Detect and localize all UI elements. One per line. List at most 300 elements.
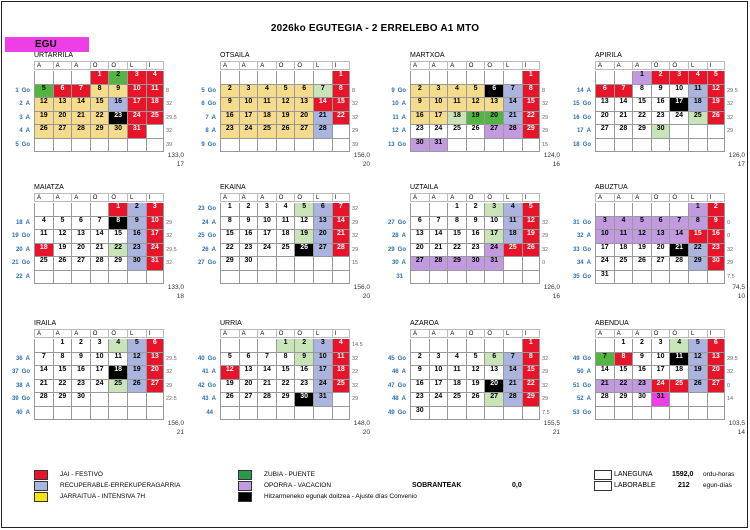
day-cell[interactable] <box>146 139 165 153</box>
day-cell[interactable] <box>146 112 165 126</box>
day-cell[interactable] <box>632 257 651 271</box>
day-cell[interactable] <box>707 339 726 353</box>
day-cell[interactable] <box>429 125 448 139</box>
day-cell[interactable] <box>429 353 448 367</box>
day-cell[interactable] <box>614 380 633 394</box>
day-cell[interactable] <box>632 203 651 217</box>
day-cell[interactable] <box>257 407 276 421</box>
day-cell[interactable] <box>614 112 633 126</box>
day-cell[interactable] <box>90 98 109 112</box>
day-cell[interactable] <box>484 85 503 99</box>
day-cell[interactable] <box>53 380 72 394</box>
day-cell[interactable] <box>90 393 109 407</box>
day-cell[interactable] <box>614 353 633 367</box>
day-cell[interactable] <box>71 98 90 112</box>
day-cell[interactable] <box>632 98 651 112</box>
day-cell[interactable] <box>466 407 485 421</box>
day-cell[interactable] <box>90 244 109 258</box>
day-cell[interactable] <box>146 393 165 407</box>
day-cell[interactable] <box>522 339 541 353</box>
day-cell[interactable] <box>522 139 541 153</box>
day-cell[interactable] <box>522 230 541 244</box>
day-cell[interactable] <box>127 125 146 139</box>
day-cell[interactable] <box>146 125 165 139</box>
day-cell[interactable] <box>257 217 276 231</box>
day-cell[interactable] <box>447 380 466 394</box>
day-cell[interactable] <box>503 112 522 126</box>
day-cell[interactable] <box>447 244 466 258</box>
day-cell[interactable] <box>410 244 429 258</box>
day-cell[interactable] <box>313 139 332 153</box>
day-cell[interactable] <box>220 339 239 353</box>
day-cell[interactable] <box>503 407 522 421</box>
day-cell[interactable] <box>651 203 670 217</box>
day-cell[interactable] <box>90 271 109 285</box>
day-cell[interactable] <box>410 85 429 99</box>
day-cell[interactable] <box>632 380 651 394</box>
day-cell[interactable] <box>484 71 503 85</box>
day-cell[interactable] <box>651 230 670 244</box>
day-cell[interactable] <box>146 366 165 380</box>
day-cell[interactable] <box>632 230 651 244</box>
day-cell[interactable] <box>522 71 541 85</box>
day-cell[interactable] <box>632 112 651 126</box>
day-cell[interactable] <box>34 112 53 126</box>
day-cell[interactable] <box>239 380 258 394</box>
day-cell[interactable] <box>410 257 429 271</box>
day-cell[interactable] <box>146 353 165 367</box>
day-cell[interactable] <box>108 271 127 285</box>
day-cell[interactable] <box>669 125 688 139</box>
day-cell[interactable] <box>294 257 313 271</box>
day-cell[interactable] <box>146 380 165 394</box>
day-cell[interactable] <box>313 230 332 244</box>
day-cell[interactable] <box>108 407 127 421</box>
day-cell[interactable] <box>595 339 614 353</box>
day-cell[interactable] <box>410 217 429 231</box>
day-cell[interactable] <box>522 353 541 367</box>
day-cell[interactable] <box>276 339 295 353</box>
day-cell[interactable] <box>484 257 503 271</box>
day-cell[interactable] <box>707 217 726 231</box>
day-cell[interactable] <box>522 271 541 285</box>
day-cell[interactable] <box>34 203 53 217</box>
day-cell[interactable] <box>71 71 90 85</box>
day-cell[interactable] <box>71 217 90 231</box>
day-cell[interactable] <box>127 271 146 285</box>
day-cell[interactable] <box>53 125 72 139</box>
day-cell[interactable] <box>503 125 522 139</box>
day-cell[interactable] <box>294 85 313 99</box>
day-cell[interactable] <box>707 407 726 421</box>
day-cell[interactable] <box>257 203 276 217</box>
day-cell[interactable] <box>410 230 429 244</box>
day-cell[interactable] <box>484 339 503 353</box>
day-cell[interactable] <box>669 366 688 380</box>
day-cell[interactable] <box>522 366 541 380</box>
day-cell[interactable] <box>595 112 614 126</box>
day-cell[interactable] <box>71 230 90 244</box>
day-cell[interactable] <box>484 98 503 112</box>
day-cell[interactable] <box>257 230 276 244</box>
day-cell[interactable] <box>447 85 466 99</box>
day-cell[interactable] <box>707 139 726 153</box>
day-cell[interactable] <box>127 85 146 99</box>
day-cell[interactable] <box>34 244 53 258</box>
day-cell[interactable] <box>688 217 707 231</box>
day-cell[interactable] <box>313 125 332 139</box>
day-cell[interactable] <box>522 244 541 258</box>
day-cell[interactable] <box>669 257 688 271</box>
day-cell[interactable] <box>632 271 651 285</box>
day-cell[interactable] <box>313 380 332 394</box>
day-cell[interactable] <box>688 257 707 271</box>
day-cell[interactable] <box>34 271 53 285</box>
day-cell[interactable] <box>688 407 707 421</box>
day-cell[interactable] <box>503 98 522 112</box>
day-cell[interactable] <box>294 203 313 217</box>
day-cell[interactable] <box>595 271 614 285</box>
day-cell[interactable] <box>332 85 351 99</box>
day-cell[interactable] <box>614 407 633 421</box>
day-cell[interactable] <box>429 203 448 217</box>
day-cell[interactable] <box>53 257 72 271</box>
day-cell[interactable] <box>503 244 522 258</box>
day-cell[interactable] <box>34 98 53 112</box>
day-cell[interactable] <box>332 203 351 217</box>
day-cell[interactable] <box>651 125 670 139</box>
day-cell[interactable] <box>595 380 614 394</box>
day-cell[interactable] <box>239 271 258 285</box>
day-cell[interactable] <box>447 139 466 153</box>
day-cell[interactable] <box>53 244 72 258</box>
day-cell[interactable] <box>220 139 239 153</box>
day-cell[interactable] <box>614 217 633 231</box>
day-cell[interactable] <box>614 203 633 217</box>
day-cell[interactable] <box>632 71 651 85</box>
day-cell[interactable] <box>707 393 726 407</box>
day-cell[interactable] <box>651 380 670 394</box>
day-cell[interactable] <box>632 353 651 367</box>
day-cell[interactable] <box>294 271 313 285</box>
day-cell[interactable] <box>669 71 688 85</box>
day-cell[interactable] <box>313 271 332 285</box>
day-cell[interactable] <box>257 271 276 285</box>
day-cell[interactable] <box>313 339 332 353</box>
day-cell[interactable] <box>688 85 707 99</box>
day-cell[interactable] <box>53 139 72 153</box>
day-cell[interactable] <box>466 125 485 139</box>
day-cell[interactable] <box>220 366 239 380</box>
day-cell[interactable] <box>522 380 541 394</box>
day-cell[interactable] <box>127 244 146 258</box>
day-cell[interactable] <box>484 271 503 285</box>
day-cell[interactable] <box>484 393 503 407</box>
day-cell[interactable] <box>276 257 295 271</box>
day-cell[interactable] <box>651 112 670 126</box>
day-cell[interactable] <box>34 71 53 85</box>
day-cell[interactable] <box>632 366 651 380</box>
day-cell[interactable] <box>239 139 258 153</box>
day-cell[interactable] <box>220 71 239 85</box>
day-cell[interactable] <box>707 125 726 139</box>
day-cell[interactable] <box>632 407 651 421</box>
day-cell[interactable] <box>522 217 541 231</box>
day-cell[interactable] <box>447 217 466 231</box>
day-cell[interactable] <box>276 217 295 231</box>
day-cell[interactable] <box>90 85 109 99</box>
day-cell[interactable] <box>90 203 109 217</box>
day-cell[interactable] <box>239 339 258 353</box>
day-cell[interactable] <box>707 85 726 99</box>
day-cell[interactable] <box>503 257 522 271</box>
day-cell[interactable] <box>294 71 313 85</box>
day-cell[interactable] <box>707 380 726 394</box>
day-cell[interactable] <box>614 230 633 244</box>
day-cell[interactable] <box>294 339 313 353</box>
day-cell[interactable] <box>614 125 633 139</box>
day-cell[interactable] <box>503 366 522 380</box>
day-cell[interactable] <box>466 230 485 244</box>
day-cell[interactable] <box>522 203 541 217</box>
day-cell[interactable] <box>447 125 466 139</box>
day-cell[interactable] <box>220 407 239 421</box>
day-cell[interactable] <box>688 393 707 407</box>
day-cell[interactable] <box>127 393 146 407</box>
day-cell[interactable] <box>220 85 239 99</box>
day-cell[interactable] <box>239 112 258 126</box>
day-cell[interactable] <box>688 139 707 153</box>
day-cell[interactable] <box>522 98 541 112</box>
day-cell[interactable] <box>34 85 53 99</box>
day-cell[interactable] <box>595 257 614 271</box>
day-cell[interactable] <box>410 380 429 394</box>
day-cell[interactable] <box>632 139 651 153</box>
day-cell[interactable] <box>522 393 541 407</box>
day-cell[interactable] <box>332 339 351 353</box>
day-cell[interactable] <box>410 339 429 353</box>
day-cell[interactable] <box>688 366 707 380</box>
day-cell[interactable] <box>313 366 332 380</box>
day-cell[interactable] <box>503 230 522 244</box>
day-cell[interactable] <box>688 339 707 353</box>
day-cell[interactable] <box>127 139 146 153</box>
day-cell[interactable] <box>707 112 726 126</box>
day-cell[interactable] <box>90 380 109 394</box>
day-cell[interactable] <box>34 380 53 394</box>
day-cell[interactable] <box>220 271 239 285</box>
day-cell[interactable] <box>239 407 258 421</box>
day-cell[interactable] <box>276 85 295 99</box>
day-cell[interactable] <box>688 112 707 126</box>
day-cell[interactable] <box>595 125 614 139</box>
day-cell[interactable] <box>146 71 165 85</box>
day-cell[interactable] <box>614 257 633 271</box>
day-cell[interactable] <box>313 353 332 367</box>
day-cell[interactable] <box>34 217 53 231</box>
day-cell[interactable] <box>71 257 90 271</box>
day-cell[interactable] <box>108 393 127 407</box>
day-cell[interactable] <box>688 244 707 258</box>
day-cell[interactable] <box>90 71 109 85</box>
day-cell[interactable] <box>90 257 109 271</box>
day-cell[interactable] <box>447 230 466 244</box>
day-cell[interactable] <box>239 217 258 231</box>
day-cell[interactable] <box>503 271 522 285</box>
day-cell[interactable] <box>429 230 448 244</box>
day-cell[interactable] <box>90 139 109 153</box>
day-cell[interactable] <box>484 407 503 421</box>
day-cell[interactable] <box>53 85 72 99</box>
day-cell[interactable] <box>146 271 165 285</box>
day-cell[interactable] <box>127 112 146 126</box>
day-cell[interactable] <box>313 203 332 217</box>
day-cell[interactable] <box>484 112 503 126</box>
day-cell[interactable] <box>632 217 651 231</box>
day-cell[interactable] <box>108 380 127 394</box>
day-cell[interactable] <box>484 353 503 367</box>
day-cell[interactable] <box>127 98 146 112</box>
day-cell[interactable] <box>220 393 239 407</box>
day-cell[interactable] <box>466 217 485 231</box>
day-cell[interactable] <box>53 217 72 231</box>
day-cell[interactable] <box>34 366 53 380</box>
day-cell[interactable] <box>276 203 295 217</box>
day-cell[interactable] <box>466 393 485 407</box>
day-cell[interactable] <box>276 271 295 285</box>
day-cell[interactable] <box>294 125 313 139</box>
day-cell[interactable] <box>614 339 633 353</box>
day-cell[interactable] <box>484 203 503 217</box>
day-cell[interactable] <box>108 85 127 99</box>
day-cell[interactable] <box>146 230 165 244</box>
day-cell[interactable] <box>294 139 313 153</box>
day-cell[interactable] <box>71 380 90 394</box>
day-cell[interactable] <box>332 407 351 421</box>
day-cell[interactable] <box>484 139 503 153</box>
day-cell[interactable] <box>108 203 127 217</box>
day-cell[interactable] <box>34 125 53 139</box>
day-cell[interactable] <box>53 230 72 244</box>
day-cell[interactable] <box>632 339 651 353</box>
day-cell[interactable] <box>688 380 707 394</box>
day-cell[interactable] <box>503 380 522 394</box>
day-cell[interactable] <box>614 244 633 258</box>
day-cell[interactable] <box>108 257 127 271</box>
day-cell[interactable] <box>707 71 726 85</box>
day-cell[interactable] <box>632 244 651 258</box>
day-cell[interactable] <box>220 257 239 271</box>
day-cell[interactable] <box>34 257 53 271</box>
day-cell[interactable] <box>447 98 466 112</box>
day-cell[interactable] <box>669 139 688 153</box>
day-cell[interactable] <box>669 85 688 99</box>
day-cell[interactable] <box>429 112 448 126</box>
day-cell[interactable] <box>429 257 448 271</box>
day-cell[interactable] <box>503 217 522 231</box>
day-cell[interactable] <box>429 139 448 153</box>
day-cell[interactable] <box>332 353 351 367</box>
day-cell[interactable] <box>313 112 332 126</box>
day-cell[interactable] <box>707 230 726 244</box>
day-cell[interactable] <box>146 257 165 271</box>
day-cell[interactable] <box>276 244 295 258</box>
day-cell[interactable] <box>410 112 429 126</box>
day-cell[interactable] <box>410 139 429 153</box>
day-cell[interactable] <box>484 217 503 231</box>
day-cell[interactable] <box>707 244 726 258</box>
day-cell[interactable] <box>595 85 614 99</box>
day-cell[interactable] <box>651 366 670 380</box>
day-cell[interactable] <box>276 393 295 407</box>
day-cell[interactable] <box>294 230 313 244</box>
day-cell[interactable] <box>651 257 670 271</box>
day-cell[interactable] <box>669 230 688 244</box>
day-cell[interactable] <box>595 407 614 421</box>
day-cell[interactable] <box>71 244 90 258</box>
day-cell[interactable] <box>108 230 127 244</box>
day-cell[interactable] <box>669 353 688 367</box>
day-cell[interactable] <box>257 98 276 112</box>
day-cell[interactable] <box>127 230 146 244</box>
day-cell[interactable] <box>669 380 688 394</box>
day-cell[interactable] <box>410 98 429 112</box>
day-cell[interactable] <box>257 339 276 353</box>
day-cell[interactable] <box>239 203 258 217</box>
day-cell[interactable] <box>294 112 313 126</box>
day-cell[interactable] <box>220 244 239 258</box>
day-cell[interactable] <box>294 217 313 231</box>
day-cell[interactable] <box>257 71 276 85</box>
day-cell[interactable] <box>688 125 707 139</box>
day-cell[interactable] <box>651 393 670 407</box>
day-cell[interactable] <box>90 112 109 126</box>
day-cell[interactable] <box>332 71 351 85</box>
day-cell[interactable] <box>108 112 127 126</box>
day-cell[interactable] <box>220 353 239 367</box>
day-cell[interactable] <box>276 125 295 139</box>
day-cell[interactable] <box>71 125 90 139</box>
day-cell[interactable] <box>127 203 146 217</box>
day-cell[interactable] <box>108 217 127 231</box>
day-cell[interactable] <box>595 203 614 217</box>
day-cell[interactable] <box>220 203 239 217</box>
day-cell[interactable] <box>332 257 351 271</box>
day-cell[interactable] <box>595 230 614 244</box>
day-cell[interactable] <box>257 257 276 271</box>
day-cell[interactable] <box>90 230 109 244</box>
day-cell[interactable] <box>127 257 146 271</box>
day-cell[interactable] <box>614 98 633 112</box>
day-cell[interactable] <box>53 339 72 353</box>
day-cell[interactable] <box>503 85 522 99</box>
day-cell[interactable] <box>34 407 53 421</box>
day-cell[interactable] <box>632 85 651 99</box>
day-cell[interactable] <box>332 125 351 139</box>
day-cell[interactable] <box>313 98 332 112</box>
day-cell[interactable] <box>332 217 351 231</box>
day-cell[interactable] <box>466 244 485 258</box>
day-cell[interactable] <box>53 366 72 380</box>
day-cell[interactable] <box>257 366 276 380</box>
day-cell[interactable] <box>294 244 313 258</box>
day-cell[interactable] <box>239 230 258 244</box>
day-cell[interactable] <box>146 244 165 258</box>
day-cell[interactable] <box>90 125 109 139</box>
day-cell[interactable] <box>146 339 165 353</box>
day-cell[interactable] <box>669 339 688 353</box>
day-cell[interactable] <box>239 393 258 407</box>
